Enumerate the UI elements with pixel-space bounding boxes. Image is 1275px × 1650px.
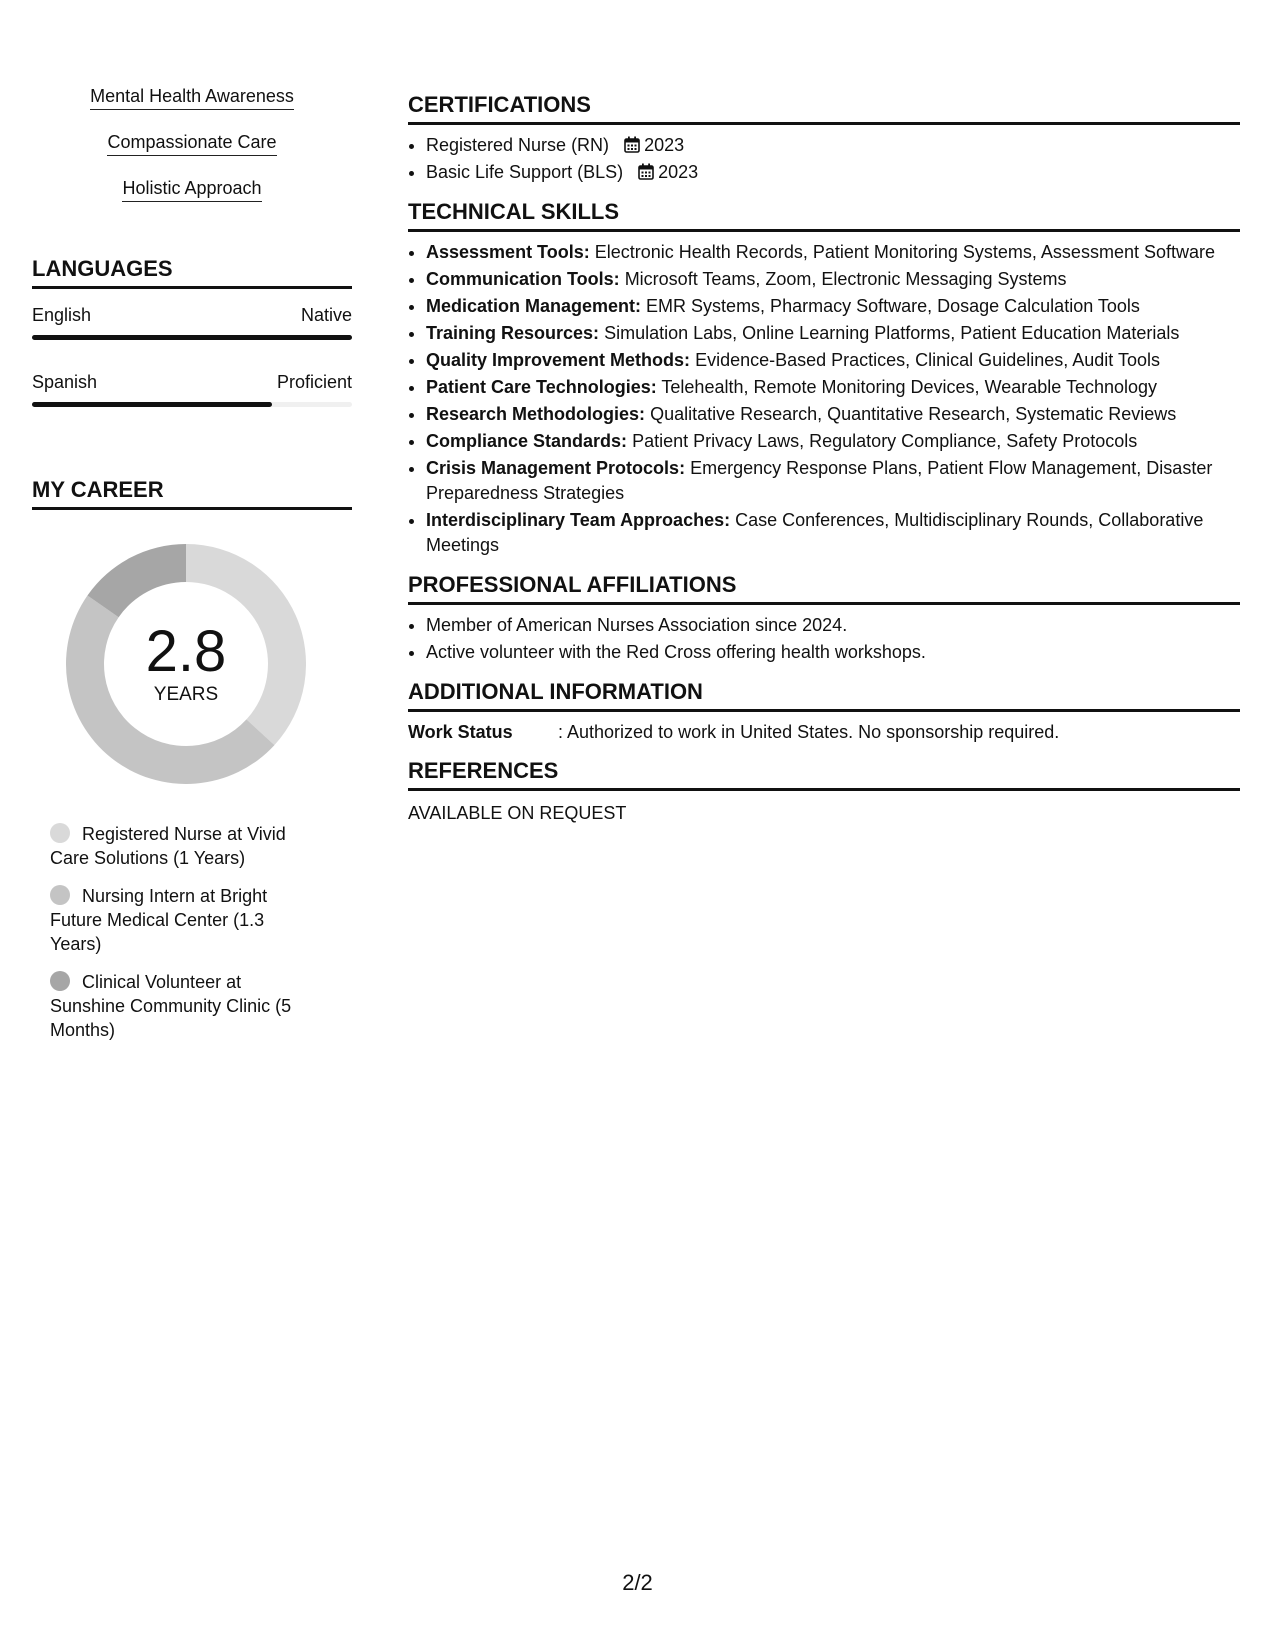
skill-label: Assessment Tools: <box>426 242 590 262</box>
certification-name: Basic Life Support (BLS) <box>426 162 624 182</box>
page-number: 2/2 <box>622 1570 653 1595</box>
work-status-row <box>408 720 1240 744</box>
references-section <box>408 758 1240 825</box>
skill-item <box>426 240 1240 265</box>
skill-label: Communication Tools: <box>426 269 620 289</box>
affiliations-list <box>408 613 1240 665</box>
language-name: English <box>32 305 92 325</box>
skill-text: EMR Systems, Pharmacy Software, Dosage Calculation Tools <box>646 296 1140 316</box>
references-text: AVAILABLE ON REQUEST <box>408 803 627 823</box>
skill-text: Qualitative Research, Quantitative Research, Systematic Reviews <box>650 404 1177 424</box>
language-item <box>32 370 352 407</box>
language-name: Spanish <box>32 372 98 392</box>
calendar-icon <box>624 136 640 153</box>
legend-dot-icon <box>50 823 70 843</box>
affiliations-heading: PROFESSIONAL AFFILIATIONS <box>408 572 1240 605</box>
career-total-unit: YEARS <box>153 684 219 705</box>
career-legend-label: Nursing Intern at Bright Future Medical Center (1.3 Years) <box>50 886 268 954</box>
work-status-value: : Authorized to work in United States. No sponsorship required. <box>558 722 1060 742</box>
certification-year: 2023 <box>644 135 685 155</box>
skill-item <box>426 402 1240 427</box>
affiliations-section <box>408 572 1240 665</box>
skill-text: Patient Privacy Laws, Regulatory Compliance, Safety Protocols <box>632 431 1138 451</box>
certification-item <box>426 160 1240 185</box>
certifications-list <box>408 133 1240 185</box>
affiliation-item: • Member of American Nurses Association since 2024. <box>426 613 1240 638</box>
certification-year: 2023 <box>658 162 699 182</box>
skill-text: Emergency Response Plans, Patient Flow Management, Disaster Preparedness Strategies <box>426 458 1213 503</box>
skill-text: Simulation Labs, Online Learning Platforms, Patient Education Materials <box>604 323 1180 343</box>
languages-heading: LANGUAGES <box>32 256 352 289</box>
skill-label: Training Resources: <box>426 323 600 343</box>
skill-item <box>426 348 1240 373</box>
skill-label: Patient Care Technologies: <box>426 377 657 397</box>
certification-name: Registered Nurse (RN) <box>426 135 610 155</box>
skill-label: Interdisciplinary Team Approaches: <box>426 510 731 530</box>
strength-item: Holistic Approach <box>122 176 261 202</box>
work-status-label: Work Status <box>408 722 513 742</box>
references-heading: REFERENCES <box>408 758 1240 791</box>
strength-item: Mental Health Awareness <box>90 84 294 110</box>
skill-text: Electronic Health Records, Patient Monitoring Systems, Assessment Software <box>594 242 1215 262</box>
language-level-bar <box>32 402 352 407</box>
language-level-fill <box>32 335 352 340</box>
skill-label: Research Methodologies: <box>426 404 646 424</box>
skill-item <box>426 456 1240 506</box>
technical-skills-section <box>408 199 1240 558</box>
technical-skills-list <box>408 240 1240 558</box>
skill-label: Compliance Standards: <box>426 431 628 451</box>
skill-item <box>426 267 1240 292</box>
skill-text: Evidence-Based Practices, Clinical Guidelines, Audit Tools <box>695 350 1160 370</box>
language-level-bar <box>32 335 352 340</box>
skill-item <box>426 294 1240 319</box>
skill-label: Medication Management: <box>426 296 642 316</box>
certifications-section <box>408 92 1240 185</box>
legend-dot-icon <box>50 971 70 991</box>
skill-item <box>426 321 1240 346</box>
certification-item <box>426 133 1240 158</box>
career-donut-chart <box>66 544 306 784</box>
career-legend <box>50 822 308 1042</box>
strength-item: Compassionate Care <box>107 130 276 156</box>
affiliation-item: • Active volunteer with the Red Cross offering health workshops. <box>426 640 1240 665</box>
certifications-heading: CERTIFICATIONS <box>408 92 1240 125</box>
skill-text: Telehealth, Remote Monitoring Devices, Wearable Technology <box>661 377 1158 397</box>
skill-item <box>426 429 1240 454</box>
career-heading: MY CAREER <box>32 477 352 510</box>
language-level: Proficient <box>276 372 352 392</box>
language-level: Native <box>300 305 352 325</box>
legend-dot-icon <box>50 885 70 905</box>
career-legend-item <box>50 970 308 1042</box>
calendar-icon <box>638 163 654 180</box>
career-total-value: 2.8 <box>145 619 227 684</box>
left-column <box>32 84 352 1056</box>
skill-label: Crisis Management Protocols: <box>426 458 686 478</box>
career-legend-label: Clinical Volunteer at Sunshine Community Clinic (5 Months) <box>50 972 292 1040</box>
skill-text: Microsoft Teams, Zoom, Electronic Messaging Systems <box>624 269 1067 289</box>
skill-item <box>426 375 1240 400</box>
additional-info-section <box>408 679 1240 744</box>
language-item <box>32 303 352 340</box>
career-legend-label: Registered Nurse at Vivid Care Solutions (1 Years) <box>50 824 286 868</box>
career-total <box>66 544 306 784</box>
strengths-list <box>32 84 352 222</box>
skill-label: Quality Improvement Methods: <box>426 350 691 370</box>
skill-text: Case Conferences, Multidisciplinary Rounds, Collaborative Meetings <box>426 510 1204 555</box>
language-level-fill <box>32 402 272 407</box>
right-column <box>408 92 1240 825</box>
skill-item <box>426 508 1240 558</box>
technical-skills-heading: TECHNICAL SKILLS <box>408 199 1240 232</box>
career-legend-item <box>50 884 308 956</box>
additional-info-heading: ADDITIONAL INFORMATION <box>408 679 1240 712</box>
career-legend-item <box>50 822 308 870</box>
